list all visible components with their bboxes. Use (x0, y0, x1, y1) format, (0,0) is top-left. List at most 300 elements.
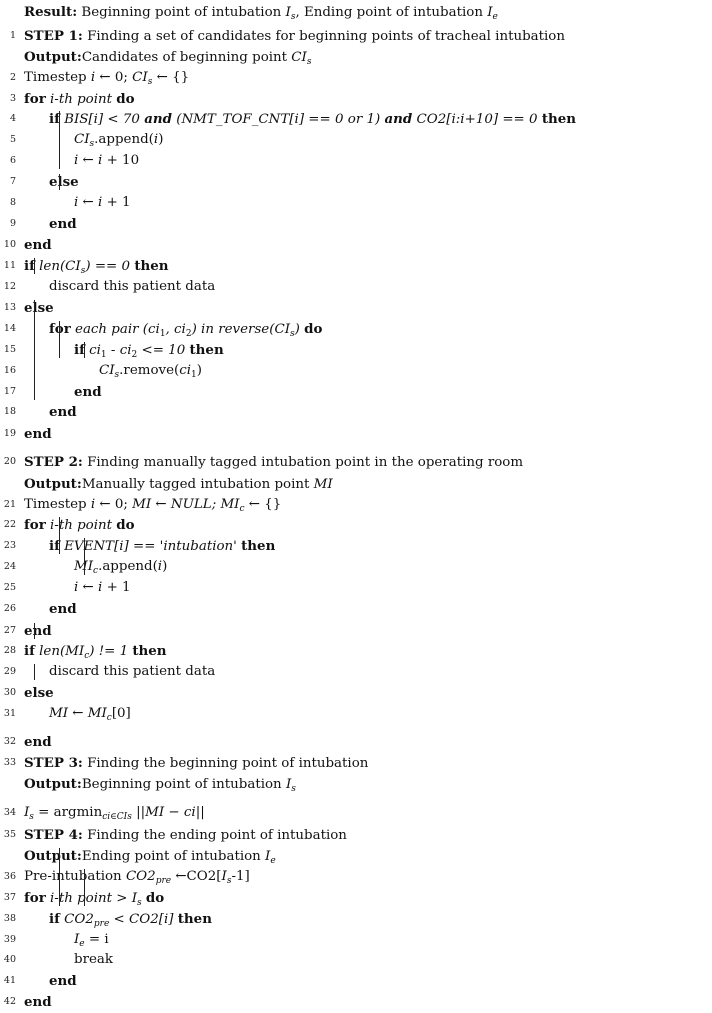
token-text: if (24, 258, 35, 274)
line-content (49, 402, 77, 423)
token-text: Manually tagged intubation point (81, 477, 314, 492)
token-text: Output: (24, 776, 82, 792)
algorithm-line (0, 193, 712, 213)
subscript-text: s (89, 139, 95, 149)
token-text: for (24, 91, 46, 107)
subscript-text: s (291, 784, 296, 794)
token-text: ci (179, 363, 192, 378)
token-text: ) (196, 363, 202, 378)
line-number: 9 (9, 218, 16, 229)
algorithm-line (0, 452, 712, 472)
token-text: I (24, 805, 30, 820)
token-text: I (285, 5, 291, 20)
token-text: ci (119, 343, 132, 358)
line-content (49, 172, 79, 193)
line-content (24, 474, 333, 495)
line-content (49, 971, 77, 992)
line-content (24, 452, 523, 473)
algorithm-line (0, 277, 712, 297)
token-text: Finding a set of candidates for beginning points of tracheal intubation (82, 29, 565, 44)
token-text: CO2 (125, 869, 156, 884)
token-text: i (74, 580, 79, 595)
token-text: i (90, 70, 96, 85)
line-content (24, 256, 169, 277)
token-text: and (144, 111, 172, 127)
token-text: end (24, 237, 52, 253)
line-number: 20 (3, 456, 16, 467)
algorithm-line (0, 235, 712, 255)
line-content (49, 909, 212, 930)
algorithm-line (0, 557, 712, 577)
token-text: discard this patient data (49, 664, 216, 679)
algorithm-line (0, 578, 712, 598)
subscript-text: pre (93, 919, 110, 929)
token-text: if (24, 643, 35, 659)
token-text: do (116, 91, 135, 107)
subscript-text: e (270, 856, 276, 866)
line-content (49, 536, 275, 557)
token-text: ← (78, 153, 99, 168)
subscript-text: s (290, 329, 295, 339)
line-content (24, 495, 281, 515)
subscript-text: s (29, 812, 34, 822)
line-content (74, 557, 167, 577)
algorithm-line (0, 888, 712, 908)
line-content (49, 109, 576, 130)
token-text: ← {} (152, 70, 190, 85)
line-number: 31 (3, 708, 16, 719)
subscript-text: pre (155, 876, 172, 886)
algorithm-line (0, 26, 712, 46)
token-text: len(CI (39, 259, 81, 274)
line-number: 33 (3, 757, 16, 768)
algorithm-line (0, 474, 712, 494)
token-text: Output: (24, 476, 82, 492)
token-text: CI (132, 70, 148, 85)
token-text: Finding the ending point of intubation (82, 828, 347, 843)
line-content (24, 26, 565, 47)
line-number: 22 (3, 519, 16, 530)
token-text: Beginning point of intubation (77, 5, 286, 20)
line-content (24, 235, 52, 256)
token-text: i (157, 559, 163, 574)
token-text: = argmin (33, 805, 103, 820)
line-content (74, 382, 102, 403)
token-text: CI (99, 363, 115, 378)
token-text: CI (291, 50, 307, 65)
token-text: EVENT[i] == 'intubation' (64, 539, 237, 554)
token-text: Timestep (24, 70, 91, 85)
algorithm-line (0, 599, 712, 619)
token-text: ) (162, 559, 168, 574)
line-number: 1 (9, 30, 16, 41)
token-text: end (24, 734, 52, 750)
token-text: i-th point (50, 518, 113, 533)
token-text: i-th point > I (50, 891, 138, 906)
line-number: 23 (3, 540, 16, 551)
block-indent-bar (84, 342, 85, 358)
algorithm-line (0, 992, 712, 1012)
algorithm-line (0, 319, 712, 339)
algorithm-line (0, 214, 712, 234)
subscript-text: e (79, 939, 85, 949)
token-text: ) (294, 322, 300, 337)
line-content (49, 214, 77, 235)
line-number: 40 (3, 954, 16, 965)
token-text: then (241, 538, 276, 554)
token-text: end (74, 384, 102, 400)
token-text: - (106, 343, 120, 358)
token-text: each pair (ci (75, 322, 160, 337)
token-text: end (49, 216, 77, 232)
subscript-text: c (93, 566, 99, 576)
token-text: I (487, 5, 493, 20)
line-content (74, 130, 163, 150)
subscript-text: 1 (191, 370, 197, 380)
algorithm-line (0, 89, 712, 109)
token-text: i (153, 132, 159, 147)
line-number: 13 (3, 302, 16, 313)
line-number: 18 (3, 406, 16, 417)
line-number: 3 (9, 93, 16, 104)
token-text: if (74, 342, 85, 358)
token-text: .append( (94, 132, 154, 147)
subscript-text: s (114, 370, 120, 380)
token-text: Finding the beginning point of intubation (82, 756, 369, 771)
token-text: then (132, 643, 167, 659)
algorithm-line (0, 753, 712, 773)
line-number: 16 (3, 365, 16, 376)
token-text: Beginning point of intubation (81, 777, 286, 792)
block-indent-bar (34, 623, 35, 639)
subscript-text: s (306, 57, 312, 67)
algorithm-line (0, 641, 712, 661)
line-number: 34 (3, 807, 16, 818)
algorithm-line (0, 621, 712, 641)
token-text: for (24, 517, 46, 533)
algorithm-line (0, 774, 712, 794)
line-content (24, 683, 54, 704)
result-label: Result: (24, 4, 78, 20)
token-text: STEP 1: (24, 28, 83, 44)
token-text: MI (87, 706, 107, 721)
algorithm-line (0, 909, 712, 929)
subscript-text: 2 (185, 329, 192, 339)
line-content (24, 774, 296, 795)
token-text: end (49, 601, 77, 617)
token-text: I (285, 777, 292, 792)
token-text: CI (74, 132, 90, 147)
line-content (24, 298, 54, 319)
token-text: break (74, 952, 113, 967)
line-content (24, 424, 52, 445)
line-content (49, 704, 131, 724)
subscript-text: 1 (159, 329, 166, 339)
algorithm-line (0, 515, 712, 535)
token-text: ← 0; (95, 70, 133, 85)
token-text: i-th point (50, 92, 113, 107)
line-number: 15 (3, 344, 16, 355)
token-text: = i (84, 932, 109, 947)
line-number: 14 (3, 323, 16, 334)
line-number: 42 (3, 996, 16, 1007)
token-text: else (24, 300, 54, 316)
token-text: end (49, 404, 77, 420)
line-number: 32 (3, 736, 16, 747)
line-content (24, 825, 347, 846)
token-text: + 1 (102, 580, 131, 595)
line-number: 5 (9, 134, 16, 145)
subscript-text: s (290, 12, 296, 22)
token-text: Output: (24, 49, 82, 65)
block-indent-bar (34, 300, 35, 400)
token-text: MI ← NULL; MI (132, 497, 240, 512)
token-text: i (98, 580, 103, 595)
token-text: for (49, 321, 71, 337)
subscript-text: s (80, 266, 86, 276)
token-text: , ci (165, 322, 186, 337)
algorithm-line (0, 930, 712, 950)
token-text: MI (74, 559, 94, 574)
token-text: || (131, 805, 146, 820)
token-text: len(MI (39, 644, 85, 659)
line-content (49, 662, 215, 682)
line-number: 41 (3, 975, 16, 986)
subscript-text: s (147, 77, 153, 87)
line-content (24, 68, 189, 88)
token-text: then (541, 111, 576, 127)
token-text: MI (49, 706, 69, 721)
algorithm-line (0, 361, 712, 381)
token-text: ← (78, 195, 99, 210)
token-text: then (177, 911, 212, 927)
token-text: then (189, 342, 224, 358)
token-text: Ending point of intubation (81, 849, 266, 864)
line-content (74, 950, 113, 970)
token-text: .append( (98, 559, 158, 574)
algorithm-line (0, 950, 712, 970)
token-text: ← (78, 580, 99, 595)
block-indent-bar (84, 538, 85, 575)
algorithm-line (0, 130, 712, 150)
token-text: ci (89, 343, 101, 358)
token-text: < CO2[i] (109, 912, 174, 927)
line-number: 29 (3, 666, 16, 677)
line-content (24, 803, 205, 823)
line-content (74, 151, 139, 171)
token-text: (NMT_TOF_CNT[i] == 0 or 1) (171, 112, 385, 127)
line-number: 8 (9, 197, 16, 208)
token-text: else (49, 174, 79, 190)
line-content (74, 578, 131, 598)
line-content (74, 340, 224, 361)
line-number: 36 (3, 871, 16, 882)
line-number: 17 (3, 386, 16, 397)
token-text: -1] (231, 869, 250, 884)
token-text: MI (313, 477, 333, 492)
token-text: ← 0; (95, 497, 133, 512)
algorithm-line (0, 382, 712, 402)
token-text: BIS[i] < 70 (64, 112, 145, 127)
line-content (24, 992, 52, 1013)
algorithm-line (0, 151, 712, 171)
line-number: 2 (9, 72, 16, 83)
line-number: 35 (3, 829, 16, 840)
line-content (24, 753, 368, 774)
token-text: + 10 (102, 153, 140, 168)
algorithm-line (0, 971, 712, 991)
token-text: ) == 0 (85, 259, 131, 274)
line-number: 10 (3, 239, 16, 250)
token-text: do (116, 517, 135, 533)
algorithm-line (0, 732, 712, 752)
token-text: STEP 4: (24, 827, 83, 843)
token-text: [0] (111, 706, 131, 721)
token-text: || (195, 805, 205, 820)
line-number: 19 (3, 428, 16, 439)
block-indent-bar (59, 174, 60, 190)
algorithm-line (0, 172, 712, 192)
line-number: 24 (3, 561, 16, 572)
token-text: <= 10 (137, 343, 186, 358)
algorithm-line (0, 846, 712, 866)
token-text: if (49, 911, 60, 927)
line-content (49, 599, 77, 620)
algorithm-line (0, 704, 712, 724)
token-text: ) (158, 132, 164, 147)
line-number: 21 (3, 499, 16, 510)
token-text: i (74, 195, 79, 210)
block-indent-bar (59, 848, 60, 906)
algorithm-line (0, 402, 712, 422)
line-number: 12 (3, 281, 16, 292)
token-text: then (134, 258, 169, 274)
token-text: end (24, 426, 52, 442)
token-text: i (98, 195, 103, 210)
algorithm-line (0, 340, 712, 360)
token-text: I (74, 932, 80, 947)
subscript-text: e (492, 12, 498, 22)
token-text: i (98, 153, 103, 168)
line-number: 25 (3, 582, 16, 593)
algorithm-line (0, 825, 712, 845)
algorithm-line (0, 662, 712, 682)
token-text: Candidates of beginning point (81, 50, 292, 65)
token-text: STEP 2: (24, 454, 83, 470)
token-text: end (49, 973, 77, 989)
token-text: I (221, 869, 227, 884)
algorithm-line (0, 683, 712, 703)
line-content (49, 319, 322, 340)
token-text: ) in reverse(CI (191, 322, 290, 337)
token-text: MI − ci (145, 805, 196, 820)
token-text: do (145, 890, 165, 906)
subscript-text: 1 (100, 350, 107, 360)
algorithm-line (0, 109, 712, 129)
line-content (24, 621, 52, 642)
subscript-text: s (226, 876, 232, 886)
token-text: i (74, 153, 79, 168)
token-text: STEP 3: (24, 755, 83, 771)
token-text: + 1 (102, 195, 131, 210)
line-number: 38 (3, 913, 16, 924)
algorithm-line (0, 536, 712, 556)
algorithm-line (0, 495, 712, 515)
token-text: ←CO2[ (171, 869, 222, 884)
subscript-text: c (239, 504, 245, 514)
line-number: 27 (3, 625, 16, 636)
token-text: .remove( (119, 363, 180, 378)
block-indent-bar (34, 664, 35, 680)
algorithm-line (0, 867, 712, 887)
result-text (24, 2, 498, 23)
line-content (74, 930, 109, 950)
token-text: end (24, 623, 52, 639)
token-text: do (304, 321, 323, 337)
token-text: , Ending point of intubation (295, 5, 488, 20)
token-text: if (49, 538, 60, 554)
line-content (24, 641, 167, 662)
subscript-text: c (84, 651, 90, 661)
line-content (24, 732, 52, 753)
algorithm-line (0, 424, 712, 444)
line-number: 6 (9, 155, 16, 166)
token-text: ← (68, 706, 88, 721)
token-text: end (24, 994, 52, 1010)
line-number: 37 (3, 892, 16, 903)
line-content (24, 89, 135, 110)
block-indent-bar (59, 517, 60, 554)
line-content (74, 193, 131, 213)
token-text: CO2 (64, 912, 94, 927)
algorithm-line (0, 68, 712, 88)
token-text: Timestep (24, 497, 91, 512)
token-text: Finding manually tagged intubation point in the operating room (82, 455, 524, 470)
token-text: ← {} (244, 497, 282, 512)
algorithm-line (0, 298, 712, 318)
line-number: 26 (3, 603, 16, 614)
token-text: Output: (24, 848, 82, 864)
line-number: 39 (3, 934, 16, 945)
line-content (24, 846, 276, 867)
token-text: Pre-intubation (24, 869, 126, 884)
line-content (24, 515, 135, 536)
algorithm-line (0, 803, 712, 823)
subscript-text: 2 (131, 350, 138, 360)
subscript-text: c (106, 713, 112, 723)
block-indent-bar (34, 258, 35, 274)
block-indent-bar (84, 869, 85, 906)
token-text: ) != 1 (89, 644, 129, 659)
line-number: 28 (3, 645, 16, 656)
algorithm-line (0, 47, 712, 67)
line-content (49, 277, 215, 297)
token-text: I (265, 849, 271, 864)
line-number: 11 (3, 260, 16, 271)
line-content (24, 867, 250, 887)
token-text: and (384, 111, 413, 127)
token-text: discard this patient data (49, 279, 216, 294)
line-number: 4 (9, 113, 16, 124)
line-number: 30 (3, 687, 16, 698)
line-content (24, 47, 311, 68)
line-content (24, 888, 164, 909)
token-text: if (49, 111, 60, 127)
line-content (99, 361, 202, 381)
token-text: else (24, 685, 54, 701)
block-indent-bar (59, 111, 60, 169)
subscript-text: s (137, 898, 142, 908)
